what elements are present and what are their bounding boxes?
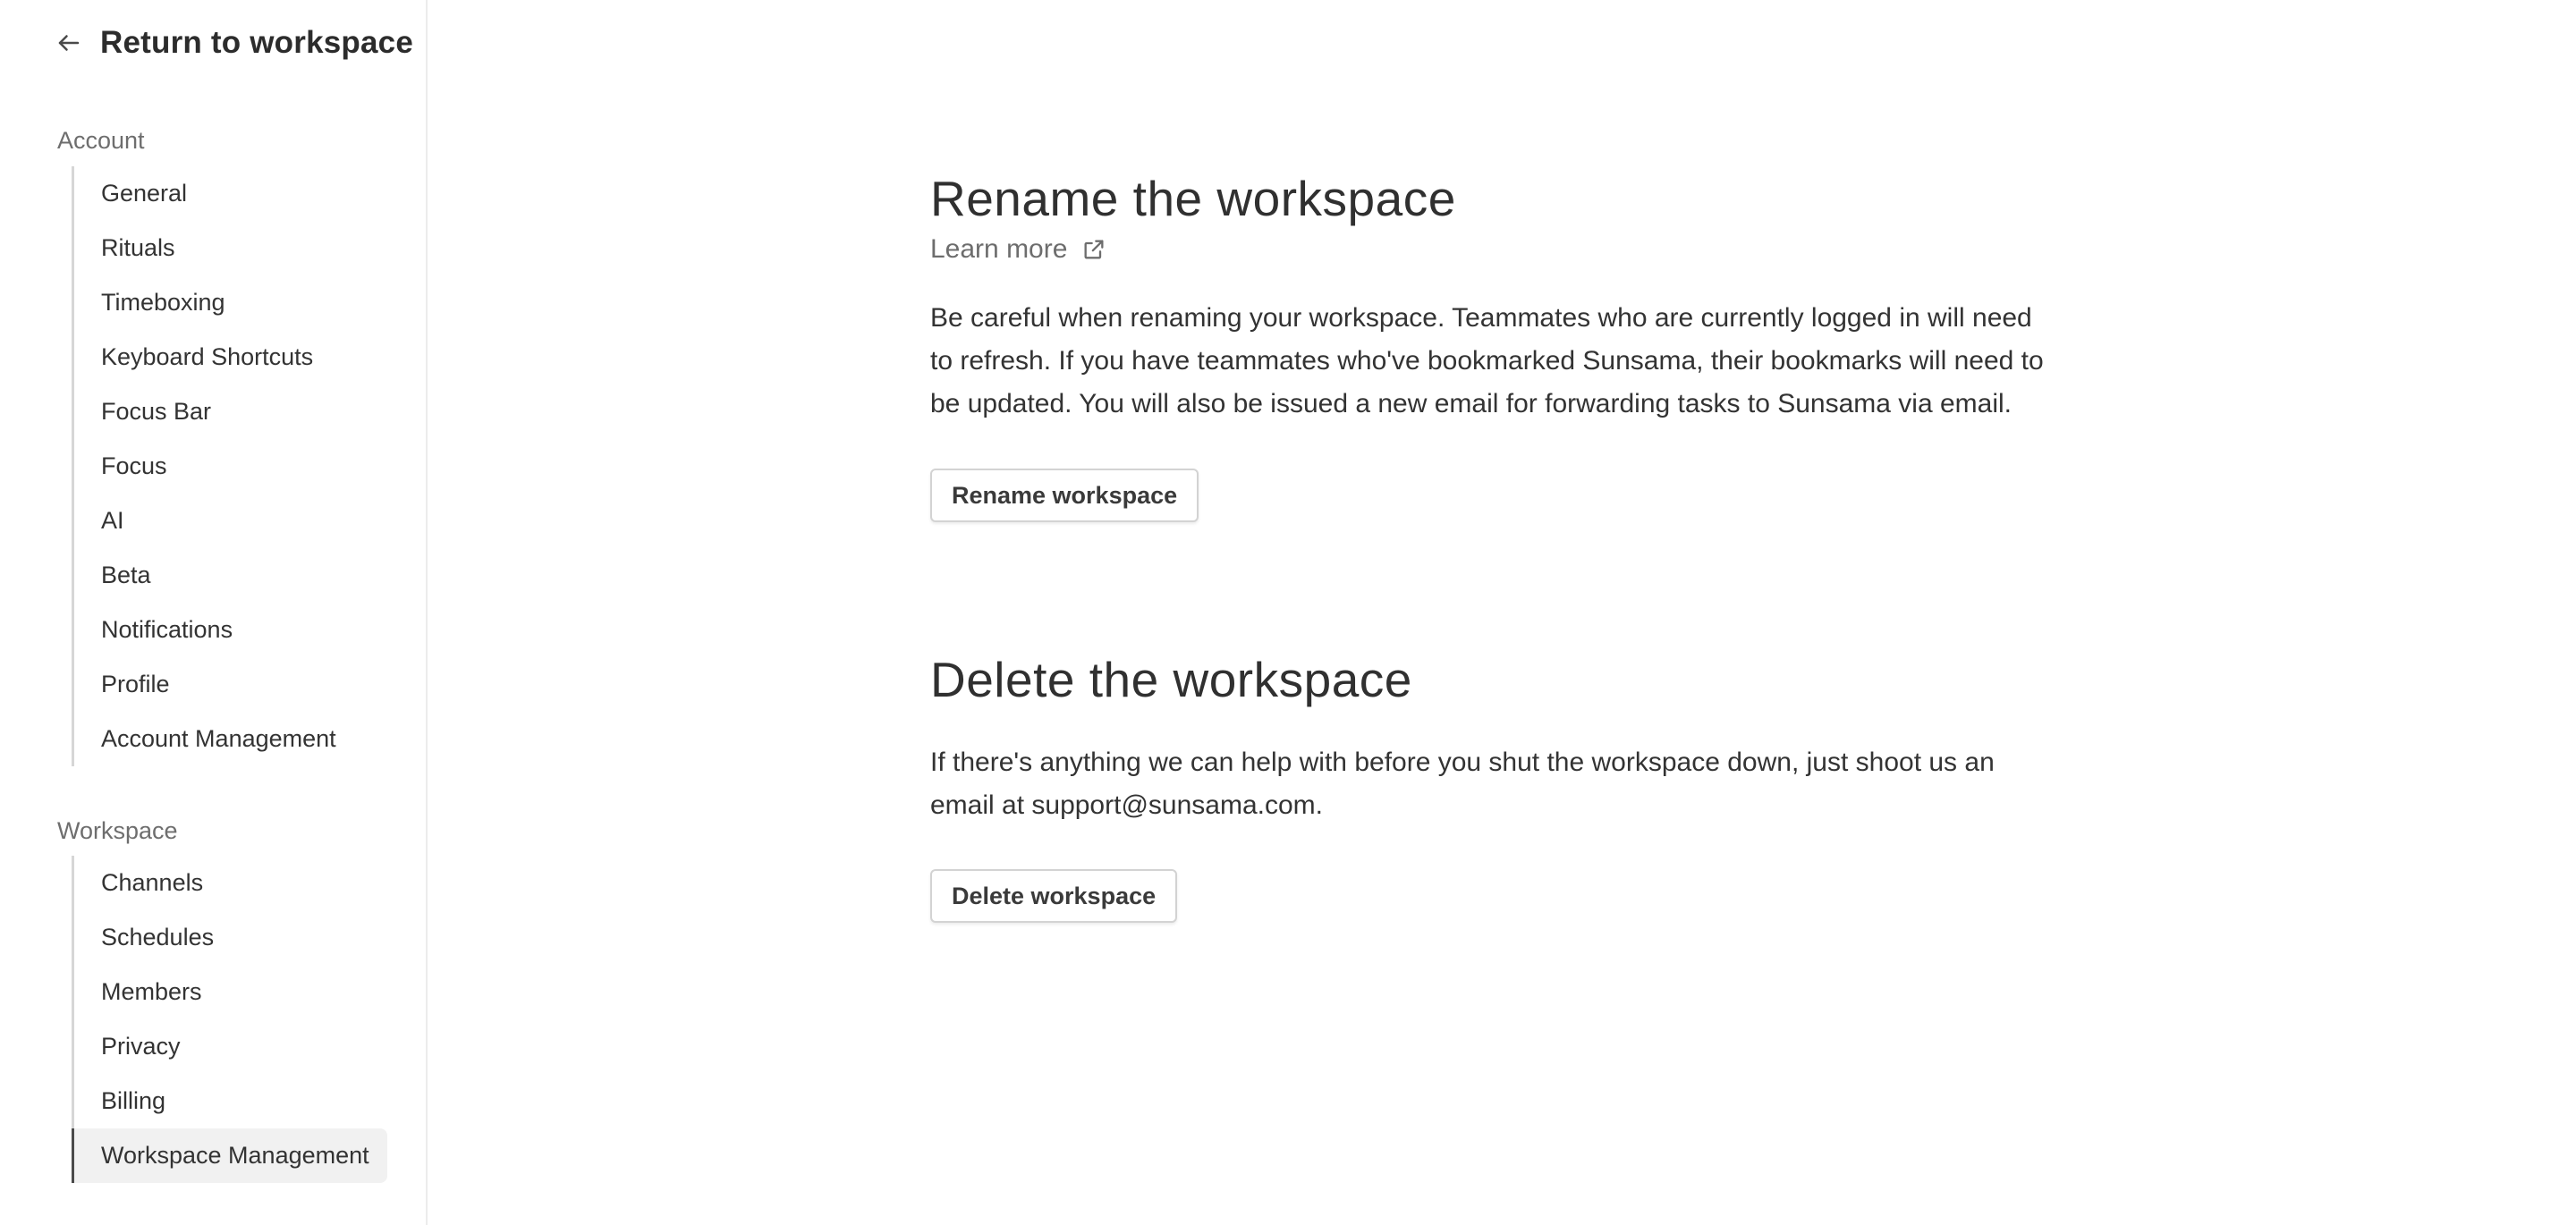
workspace-section-title: Workspace (57, 817, 178, 844)
sidebar-item-rituals[interactable]: Rituals (101, 234, 175, 261)
sidebar-item-keyboard-shortcuts[interactable]: Keyboard Shortcuts (101, 343, 314, 370)
external-link-icon (1081, 237, 1106, 262)
rename-description: Be careful when renaming your workspace. Teammates who are currently logged in will need to refresh. If you have teammates who've bookmarked Sunsama, their bookmarks will need to be updated. You will also be issued a new email for forwarding tasks to Sunsama via email. (930, 303, 2044, 418)
sidebar-item-general[interactable]: General (101, 180, 188, 207)
sidebar-item-privacy[interactable]: Privacy (101, 1033, 181, 1060)
sidebar-item-account-management[interactable]: Account Management (101, 725, 336, 752)
sidebar-item-ai[interactable]: AI (101, 507, 124, 534)
settings-sidebar (0, 0, 428, 1225)
sidebar-item-members[interactable]: Members (101, 978, 202, 1005)
sidebar-item-notifications[interactable]: Notifications (101, 616, 233, 643)
arrow-left-icon (55, 30, 82, 56)
return-label: Return to workspace (100, 25, 413, 60)
sidebar-item-workspace-management[interactable]: Workspace Management (74, 1128, 387, 1183)
learn-more-label: Learn more (930, 234, 1068, 264)
sidebar-item-schedules[interactable]: Schedules (101, 924, 215, 950)
sidebar-item-profile[interactable]: Profile (101, 671, 170, 697)
delete-description: If there's anything we can help with before you shut the workspace down, just shoot us an email at support@sunsama.com. (930, 748, 1995, 820)
return-to-workspace-link[interactable] (55, 25, 413, 61)
delete-section-title: Delete the workspace (930, 652, 1412, 707)
workspace-nav-list (72, 856, 387, 1183)
sidebar-item-focus[interactable]: Focus (101, 452, 167, 479)
sidebar-item-focus-bar[interactable]: Focus Bar (101, 398, 212, 425)
rename-section-title: Rename the workspace (930, 171, 1456, 226)
account-nav-list (72, 166, 387, 766)
sidebar-item-beta[interactable]: Beta (101, 562, 151, 588)
sidebar-item-billing[interactable]: Billing (101, 1087, 166, 1114)
account-section-title: Account (57, 127, 145, 154)
rename-workspace-button[interactable]: Rename workspace (930, 469, 1199, 522)
sidebar-item-channels[interactable]: Channels (101, 869, 204, 896)
delete-workspace-button[interactable]: Delete workspace (930, 869, 1177, 923)
learn-more-link[interactable] (930, 234, 1106, 265)
sidebar-item-timeboxing[interactable]: Timeboxing (101, 289, 225, 316)
